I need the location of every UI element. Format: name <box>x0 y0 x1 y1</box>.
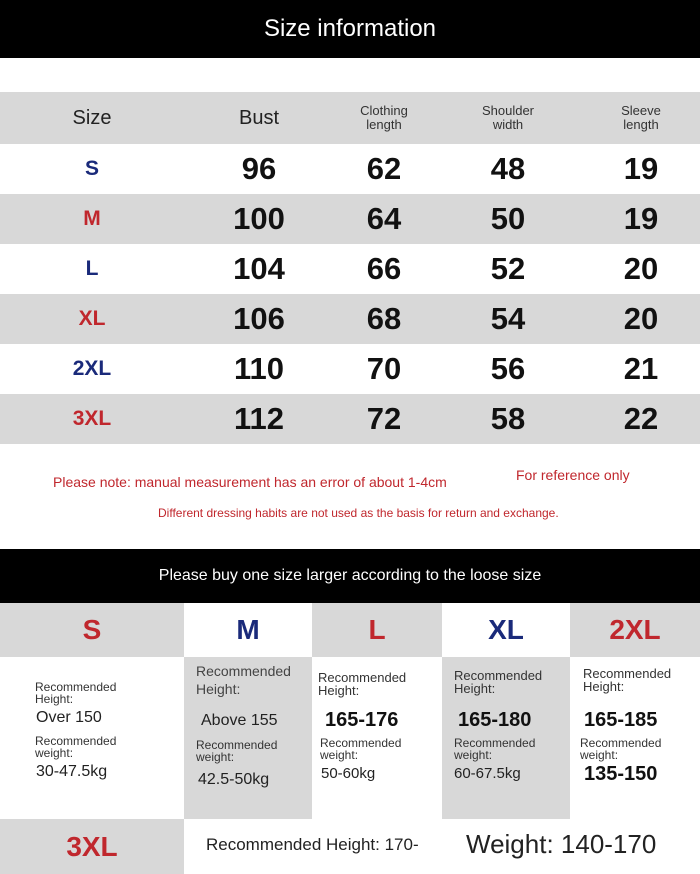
weight-value: 30-47.5kg <box>36 763 108 780</box>
row-length: 62 <box>366 151 402 186</box>
table-row <box>0 394 700 444</box>
recommend-column-m <box>184 603 312 819</box>
height-label: Recommended Height: <box>454 668 543 696</box>
row-bust: 104 <box>233 251 285 286</box>
row-sleeve: 20 <box>623 301 659 336</box>
row-shoulder: 56 <box>490 351 526 386</box>
table-row <box>0 294 700 344</box>
row-length: 64 <box>366 201 402 236</box>
row-length: 66 <box>366 251 402 286</box>
weight-value: 42.5-50kg <box>198 771 270 788</box>
height-label: Recommended Height: <box>35 680 117 706</box>
weight-label: Recommended weight: <box>35 734 117 760</box>
table-row <box>0 344 700 394</box>
banner-title: Size information <box>0 0 700 58</box>
row-length: 72 <box>366 401 402 436</box>
table-row <box>0 144 700 194</box>
bottom-weight: Weight: 140-170 <box>466 829 657 859</box>
row-sleeve: 19 <box>623 201 659 236</box>
row-sleeve: 22 <box>623 401 659 436</box>
bottom-size: 3XL <box>0 819 184 874</box>
weight-value: 60-67.5kg <box>454 765 521 782</box>
height-label: Recommended Height: <box>583 666 672 694</box>
row-sleeve: 20 <box>623 251 659 286</box>
header-shoulder-width: Shoulder width <box>481 103 535 132</box>
recommend-column-2xl <box>570 603 700 819</box>
row-shoulder: 58 <box>490 401 526 436</box>
weight-label: Recommended weight: <box>454 736 536 762</box>
height-value: 165-185 <box>584 709 658 731</box>
row-size: 2XL <box>72 357 112 380</box>
row-bust: 106 <box>233 301 285 336</box>
row-size: S <box>84 157 99 180</box>
measurement-note: Please note: manual measurement has an error of about 1-4cm <box>53 474 447 490</box>
header-clothing-length: Clothing length <box>360 103 408 132</box>
reference-note: For reference only <box>516 467 630 483</box>
size-table <box>0 92 700 444</box>
weight-label: Recommended weight: <box>580 736 662 762</box>
recommend-size: 2XL <box>570 603 700 657</box>
row-sleeve: 19 <box>623 151 659 186</box>
height-value: Above 155 <box>201 712 278 729</box>
table-row <box>0 244 700 294</box>
row-bust: 96 <box>241 151 277 186</box>
row-size: M <box>83 207 101 230</box>
table-row <box>0 194 700 244</box>
recommend-size: M <box>184 603 312 657</box>
row-length: 70 <box>366 351 402 386</box>
height-value: 165-180 <box>458 709 532 731</box>
return-policy-note: Different dressing habits are not used as the basis for return and exchange. <box>158 506 559 520</box>
row-sleeve: 21 <box>623 351 659 386</box>
recommend-size: XL <box>442 603 570 657</box>
row-shoulder: 52 <box>490 251 526 286</box>
header-size: Size <box>72 106 112 129</box>
height-value: Over 150 <box>36 709 102 726</box>
bottom-3xl-row <box>0 819 700 874</box>
header-bust: Bust <box>238 106 280 129</box>
height-value: 165-176 <box>325 709 399 731</box>
table-header-row <box>0 92 700 144</box>
recommendation-grid <box>0 603 700 819</box>
row-shoulder: 54 <box>490 301 526 336</box>
row-bust: 100 <box>233 201 285 236</box>
weight-label: Recommended weight: <box>320 736 402 762</box>
row-bust: 110 <box>233 351 284 386</box>
recommend-column-l <box>312 603 442 819</box>
height-label: Recommended Height: <box>196 663 291 697</box>
weight-value: 135-150 <box>584 763 658 785</box>
size-advice-banner: Please buy one size larger according to the loose size <box>0 549 700 603</box>
row-bust: 112 <box>233 401 284 436</box>
recommend-size: S <box>0 603 184 657</box>
weight-value: 50-60kg <box>321 765 376 782</box>
recommend-size: L <box>312 603 442 657</box>
row-size: XL <box>78 307 106 330</box>
recommend-column-xl <box>442 603 570 819</box>
row-size: L <box>85 257 99 280</box>
height-label: Recommended Height: <box>318 670 407 698</box>
recommend-column-s <box>0 603 184 819</box>
row-shoulder: 48 <box>490 151 526 186</box>
row-shoulder: 50 <box>490 201 526 236</box>
bottom-height: Recommended Height: 170- <box>206 835 419 854</box>
header-sleeve-length: Sleeve length <box>621 103 661 132</box>
weight-label: Recommended weight: <box>196 738 278 764</box>
row-size: 3XL <box>72 407 112 430</box>
row-length: 68 <box>366 301 402 336</box>
